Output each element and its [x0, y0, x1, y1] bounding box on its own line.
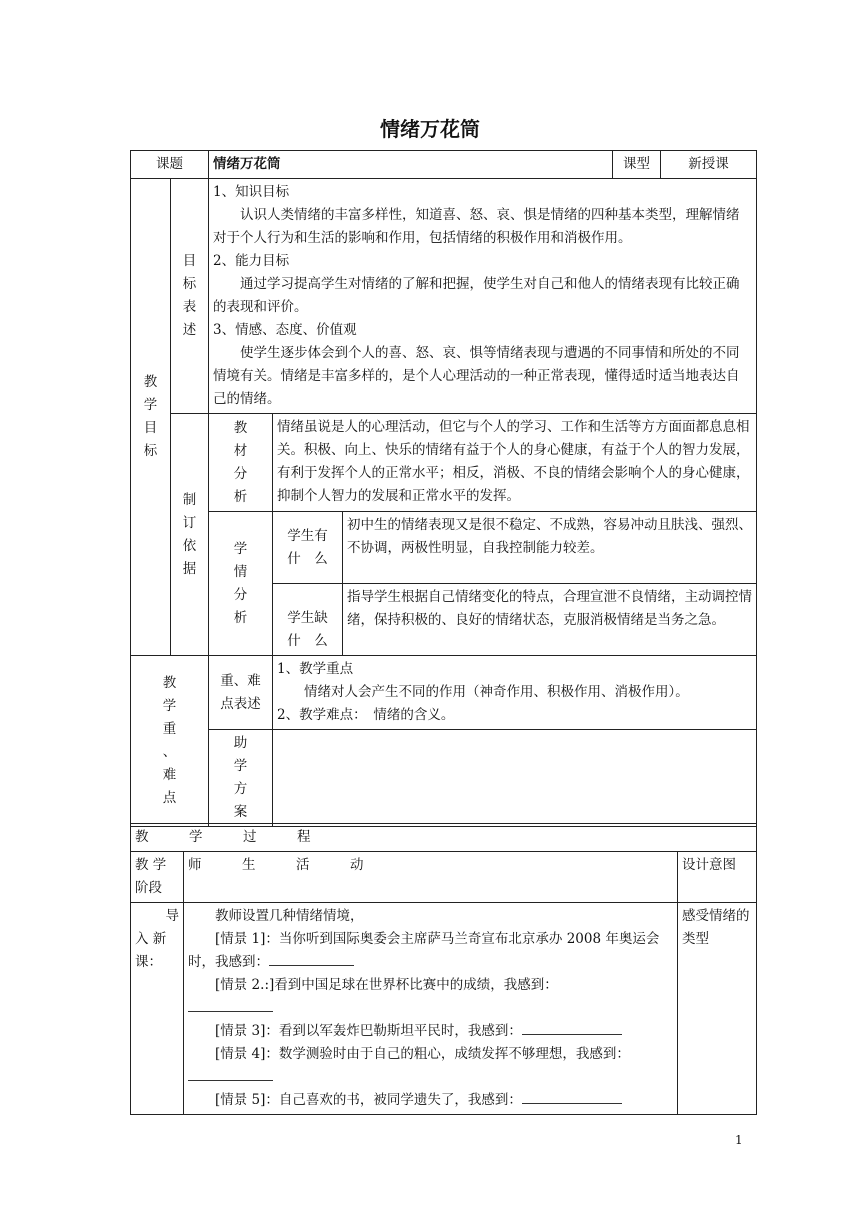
study-plan-content [273, 730, 757, 827]
key-point-text: 情绪对人会产生不同的作用（神奇作用、积极作用、消极作用）。 [304, 684, 689, 700]
lesson-plan-table [130, 150, 757, 827]
page-number: 1 [735, 1133, 743, 1147]
activity-column-header: 师 生 活 动 [184, 852, 678, 903]
process-header: 教 学 过 程 [131, 824, 757, 852]
material-analysis-text: 情绪虽说是人的心理活动，但它与个人的学习、工作和生活等方方面面都息息相关。积极、向上、快乐的情绪有益于个人的身心健康，有益于个人的智力发展，有利于发挥个人的正常水平；相反，消极、不良的情绪会影响个人的身心健康，抑制个人智力的发展和正常水平的发挥。 [273, 414, 757, 512]
scenario-5: [情景 5]：自己喜欢的书，被同学遗失了，我感到： [188, 1089, 673, 1112]
intent-content: 感受情绪的类型 [678, 903, 757, 1115]
goal-statement-content [209, 179, 757, 414]
topic-label: 课题 [131, 151, 209, 179]
key-points-label: 教 学 重 、 难 点 [131, 656, 209, 827]
student-has-text: 初中生的情绪表现又是很不稳定、不成熟，容易冲动且肤浅、强烈、不协调，两极性明显，自我控制能力较差。 [343, 512, 757, 584]
activity-content [184, 903, 678, 1115]
stage-intro-label: 导 入 新 课： [131, 903, 184, 1115]
study-plan-label: 助 学 方 案 [209, 730, 273, 827]
student-lack-text: 指导学生根据自己情绪变化的特点，合理宣泄不良情绪，主动调控情绪，保持积极的、良好的情绪状态，克服消极情绪是当务之急。 [343, 584, 757, 656]
scenario-3: [情景 3]：看到以军轰炸巴勒斯坦平民时，我感到： [188, 1020, 673, 1043]
teaching-process-table [130, 823, 757, 1115]
activity-intro: 教师设置几种情绪情境， [215, 908, 364, 924]
ability-goal-title: 2、能力目标 [213, 253, 290, 269]
intent-column-header: 设计意图 [678, 852, 757, 903]
difficult-point: 2、教学难点： 情绪的含义。 [277, 707, 455, 723]
topic-value: 情绪万花筒 [209, 151, 613, 179]
knowledge-goal-title: 1、知识目标 [213, 184, 290, 200]
scenario-2: [情景 2.:]看到中国足球在世界杯比赛中的成绩，我感到： [215, 977, 558, 993]
ability-goal-text: 通过学习提高学生对情绪的了解和把握，使学生对自己和他人的情绪表现有比较正确的表现和评价。 [213, 276, 740, 315]
document-title: 情绪万花筒 [380, 117, 480, 141]
scenario-4: [情景 4]：数学测验时由于自己的粗心，成绩发挥不够理想，我感到： [215, 1046, 630, 1062]
student-has-label: 学生有 什 么 [273, 512, 343, 584]
student-lack-label: 学生缺 什 么 [273, 584, 343, 656]
lesson-type-value: 新授课 [661, 151, 757, 179]
key-point-title: 1、教学重点 [277, 661, 354, 677]
goal-statement-label: 目 标 表 述 [171, 179, 209, 414]
emotion-goal-title: 3、情感、态度、价值观 [213, 322, 357, 338]
scenario-4-blank [188, 1066, 673, 1089]
key-points-content [273, 656, 757, 730]
key-points-statement-label: 重、难 点表述 [209, 656, 273, 730]
stage-column-header: 教 学 阶段 [131, 852, 184, 903]
material-analysis-label: 教 材 分 析 [209, 414, 273, 512]
teaching-goal-label: 教 学 目 标 [131, 179, 171, 656]
emotion-goal-text: 使学生逐步体会到个人的喜、怒、哀、惧等情绪表现与遭遇的不同事情和所处的不同情境有关。情绪是丰富多样的，是个人心理活动的一种正常表现，懂得适时适当地表达自己的情绪。 [213, 345, 740, 407]
scenario-2-blank [188, 997, 673, 1020]
scenario-1: [情景 1]：当你听到国际奥委会主席萨马兰奇宣布北京承办 2008 年奥运会时，我感到： [188, 931, 660, 970]
knowledge-goal-text: 认识人类情绪的丰富多样性，知道喜、怒、哀、惧是情绪的四种基本类型，理解情绪对于个人行为和生活的影响和作用，包括情绪的积极作用和消极作用。 [213, 207, 740, 246]
student-analysis-label: 学 情 分 析 [209, 512, 273, 656]
basis-label: 制 订 依 据 [171, 414, 209, 656]
lesson-type-label: 课型 [613, 151, 661, 179]
